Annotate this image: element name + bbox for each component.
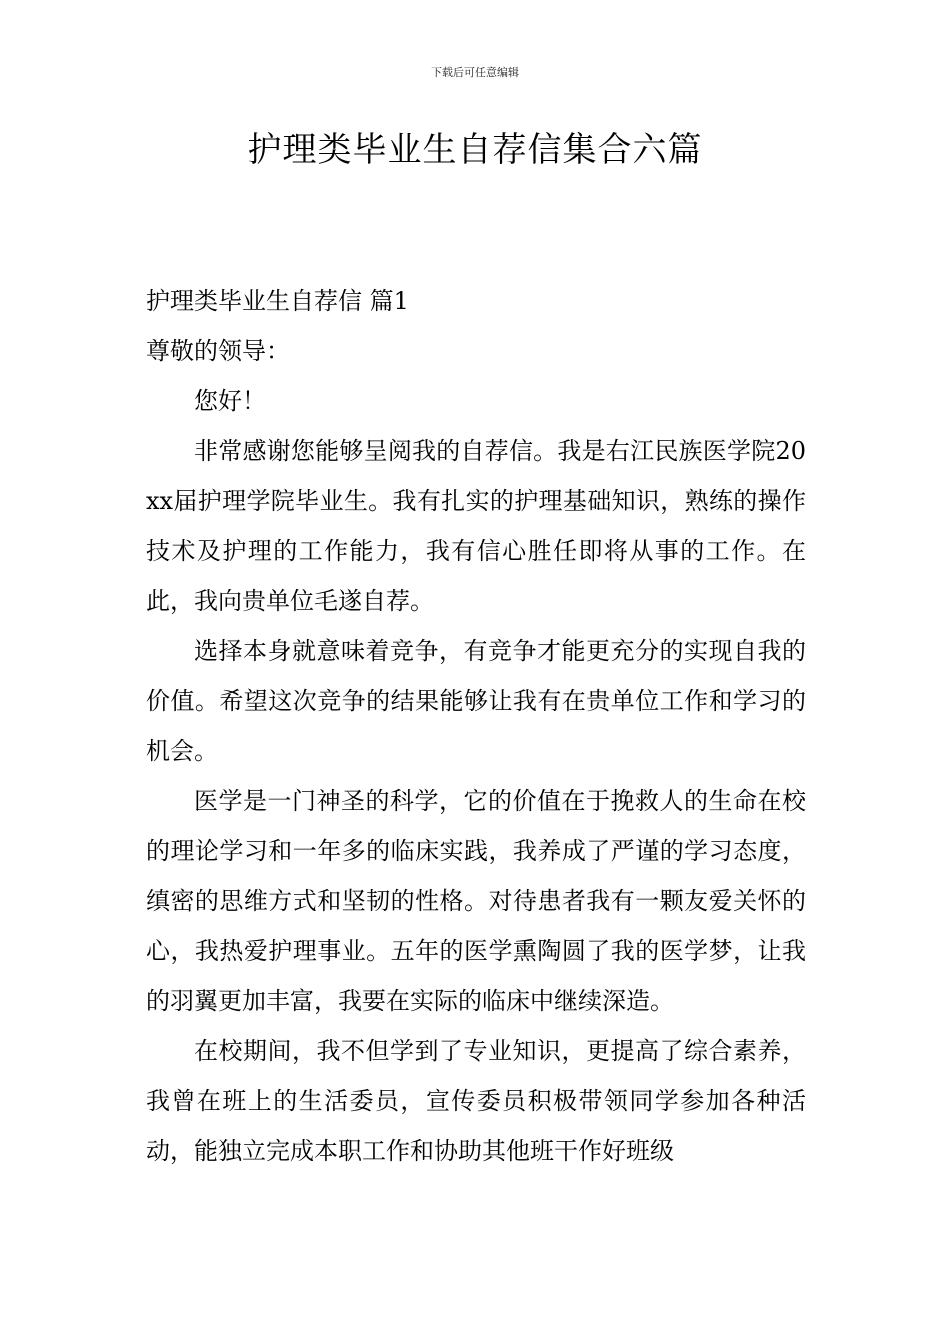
paragraph: 在校期间，我不但学到了专业知识，更提高了综合素养，我曾在班上的生活委员，宣传委员积极带领同学参加各种活动，能独立完成本职工作和协助其他班干作好班级: [146, 1037, 806, 1165]
paragraph: 非常感谢您能够呈阅我的自荐信。我是右江民族医学院20xx届护理学院毕业生。我有扎实的护理基础知识，熟练的操作技术及护理的工作能力，我有信心胜任即将从事的工作。在此，我向贵单位毛遂自荐。: [146, 437, 806, 615]
section-heading: 护理类毕业生自荐信 篇1: [146, 287, 409, 315]
document-body: [146, 276, 806, 1176]
greeting: 您好！: [194, 387, 266, 415]
salutation: 尊敬的领导：: [146, 337, 290, 365]
header-note: 下载后可任意编辑: [431, 66, 519, 79]
document-title: 护理类毕业生自荐信集合六篇: [247, 130, 703, 170]
paragraph: 医学是一门神圣的科学，它的价值在于挽救人的生命在校的理论学习和一年多的临床实践，我养成了严谨的学习态度，缜密的思维方式和坚韧的性格。对待患者我有一颗友爱关怀的心，我热爱护理事业。五年的医学熏陶圆了我的医学梦，让我的羽翼更加丰富，我要在实际的临床中继续深造。: [146, 787, 806, 1015]
paragraph: 选择本身就意味着竞争，有竞争才能更充分的实现自我的价值。希望这次竞争的结果能够让我有在贵单位工作和学习的机会。: [146, 637, 806, 765]
